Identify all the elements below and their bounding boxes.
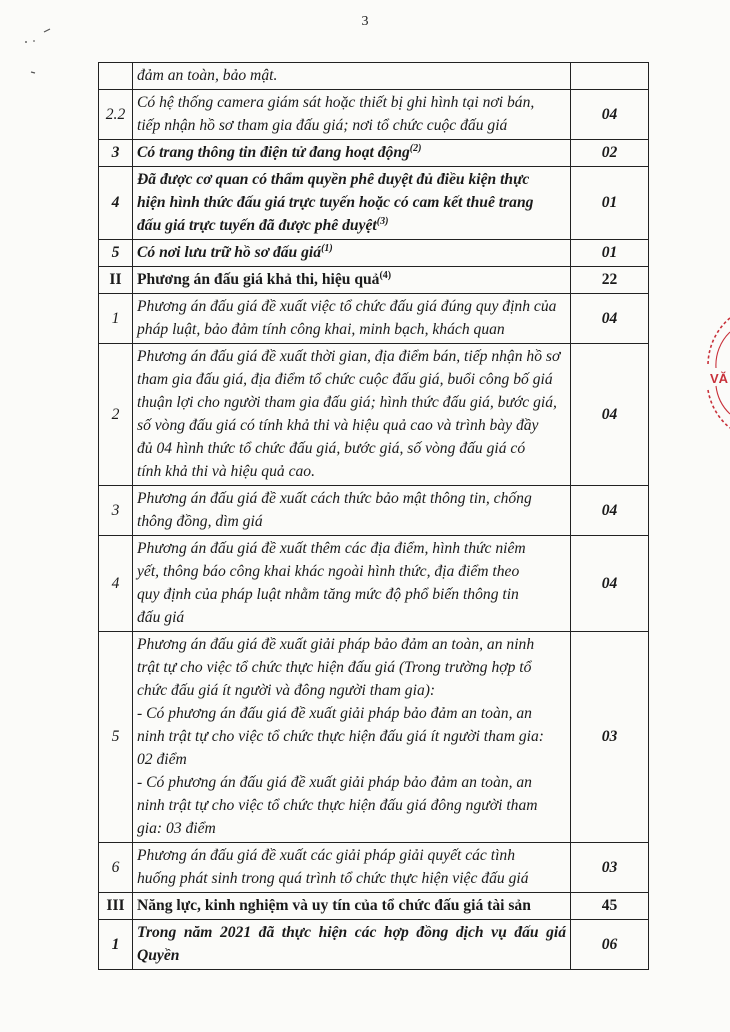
page-number: 3	[361, 14, 369, 29]
criterion-line	[137, 867, 566, 890]
table-row	[99, 893, 649, 920]
criterion-line	[137, 921, 566, 967]
criterion-line	[137, 460, 566, 483]
criterion-line	[137, 679, 566, 702]
criterion-line	[137, 114, 566, 137]
criterion-content	[133, 140, 571, 167]
criterion-line	[137, 817, 566, 840]
criterion-line	[137, 537, 566, 560]
table-row	[99, 294, 649, 344]
criterion-line-text: trật tự cho việc tổ chức thực hiện đấu giá (Trong trường hợp tổ	[137, 659, 532, 676]
criterion-line-text: - Có phương án đấu giá đề xuất giải pháp bảo đảm an toàn, an	[137, 774, 532, 791]
row-score: 04	[571, 90, 649, 140]
table-row	[99, 140, 649, 167]
row-score: 03	[571, 632, 649, 843]
row-score: 04	[571, 536, 649, 632]
criteria-table	[98, 62, 649, 970]
criterion-line-text: hiện hình thức đấu giá trực tuyến hoặc có cam kết thuê trang	[137, 194, 534, 211]
row-number: 4	[99, 536, 133, 632]
criterion-line-text: 02 điểm	[137, 751, 187, 768]
criterion-line	[137, 725, 566, 748]
row-number: 2	[99, 344, 133, 486]
criterion-line	[137, 656, 566, 679]
row-score: 04	[571, 294, 649, 344]
row-score: 22	[571, 267, 649, 294]
criterion-line	[137, 391, 566, 414]
criterion-line	[137, 268, 566, 291]
criterion-content	[133, 536, 571, 632]
scan-specks	[18, 28, 58, 88]
criterion-content	[133, 920, 571, 970]
criterion-line-text: đảm an toàn, bảo mật.	[137, 67, 278, 84]
criterion-line-text: gia: 03 điểm	[137, 820, 216, 837]
row-number: 6	[99, 843, 133, 893]
criterion-line	[137, 510, 566, 533]
criterion-line-text: quy định của pháp luật nhằm tăng mức độ phổ biến thông tin	[137, 586, 519, 603]
row-number: 1	[99, 920, 133, 970]
criterion-line-text: Đã được cơ quan có thẩm quyền phê duyệt đủ điều kiện thực	[137, 171, 530, 188]
footnote-ref: (3)	[376, 215, 389, 227]
criterion-line	[137, 345, 566, 368]
criterion-line	[137, 702, 566, 725]
criterion-line	[137, 894, 566, 917]
footnote-ref: (4)	[379, 269, 392, 281]
criterion-line	[137, 748, 566, 771]
row-score: 03	[571, 843, 649, 893]
row-number	[99, 63, 133, 90]
footnote-ref: (2)	[409, 142, 422, 154]
criterion-content	[133, 486, 571, 536]
table-row	[99, 486, 649, 536]
criterion-line	[137, 487, 566, 510]
row-number: 5	[99, 632, 133, 843]
criterion-line	[137, 437, 566, 460]
table-row	[99, 90, 649, 140]
row-number: 2.2	[99, 90, 133, 140]
table-row	[99, 63, 649, 90]
criterion-content	[133, 843, 571, 893]
criterion-line	[137, 191, 566, 214]
criterion-line	[137, 214, 566, 237]
row-number: 5	[99, 240, 133, 267]
row-score: 06	[571, 920, 649, 970]
criterion-line-text: Có hệ thống camera giám sát hoặc thiết bị ghi hình tại nơi bán,	[137, 94, 535, 111]
criterion-content	[133, 167, 571, 240]
table-row	[99, 843, 649, 893]
row-score: 01	[571, 167, 649, 240]
criteria-table-body	[99, 63, 649, 970]
criterion-line-text: tiếp nhận hồ sơ tham gia đấu giá; nơi tổ chức cuộc đấu giá	[137, 117, 508, 134]
criterion-line-text: Trong năm 2021 đã thực hiện các hợp đồng dịch vụ đấu giá Quyền	[137, 924, 566, 964]
row-number: 4	[99, 167, 133, 240]
criterion-line	[137, 414, 566, 437]
criterion-line-text: huống phát sinh trong quá trình tổ chức thực hiện việc đấu giá	[137, 870, 529, 887]
criterion-line-text: số vòng đấu giá có tính khả thi và hiệu quả cao và trình bày đầy	[137, 417, 539, 434]
criterion-line	[137, 560, 566, 583]
criterion-content	[133, 90, 571, 140]
criterion-content	[133, 632, 571, 843]
criterion-line	[137, 794, 566, 817]
criterion-line-text: thuận lợi cho người tham gia đấu giá; hình thức đấu giá, bước giá,	[137, 394, 557, 411]
criterion-content	[133, 63, 571, 90]
criterion-line-text: đấu giá trực tuyến đã được phê duyệt	[137, 217, 377, 234]
row-score: 02	[571, 140, 649, 167]
table-row	[99, 240, 649, 267]
criterion-line-text: thông đồng, dìm giá	[137, 513, 263, 530]
criterion-line-text: pháp luật, bảo đảm tính công khai, minh bạch, khách quan	[137, 321, 505, 338]
criterion-line	[137, 633, 566, 656]
criterion-line-text: Phương án đấu giá đề xuất thêm các địa điểm, hình thức niêm	[137, 540, 526, 557]
criterion-content	[133, 344, 571, 486]
criterion-line	[137, 241, 566, 264]
criterion-line-text: Có trang thông tin điện tử đang hoạt động	[137, 144, 410, 161]
table-row	[99, 167, 649, 240]
criterion-line	[137, 368, 566, 391]
criterion-line-text: Phương án đấu giá đề xuất giải pháp bảo đảm an toàn, an ninh	[137, 636, 535, 653]
criterion-line	[137, 771, 566, 794]
criterion-line-text: yết, thông báo công khai khác ngoài hình thức, địa điểm theo	[137, 563, 520, 580]
criterion-line	[137, 606, 566, 629]
row-number: 1	[99, 294, 133, 344]
criterion-content	[133, 267, 571, 294]
criterion-line	[137, 844, 566, 867]
row-score: 45	[571, 893, 649, 920]
criterion-content	[133, 240, 571, 267]
criterion-line-text: tham gia đấu giá, địa điểm tổ chức cuộc đấu giá, buổi công bố giá	[137, 371, 553, 388]
criterion-line-text: đấu giá	[137, 609, 185, 626]
stamp-seal	[700, 310, 730, 430]
criterion-line	[137, 91, 566, 114]
row-score: 01	[571, 240, 649, 267]
criterion-line	[137, 583, 566, 606]
row-number: III	[99, 893, 133, 920]
criterion-line-text: Phương án đấu giá khả thi, hiệu quả	[137, 271, 380, 288]
criterion-line	[137, 168, 566, 191]
stamp-text: VĂ	[710, 371, 729, 386]
criterion-line-text: ninh trật tự cho việc tổ chức thực hiện đấu giá ít người tham gia:	[137, 728, 544, 745]
criterion-line-text: Phương án đấu giá đề xuất thời gian, địa điểm bán, tiếp nhận hồ sơ	[137, 348, 561, 365]
criterion-line-text: Phương án đấu giá đề xuất các giải pháp giải quyết các tình	[137, 847, 516, 864]
row-score: 04	[571, 344, 649, 486]
criterion-line-text: Có nơi lưu trữ hồ sơ đấu giá	[137, 244, 322, 261]
table-row	[99, 344, 649, 486]
criterion-content	[133, 893, 571, 920]
row-number: II	[99, 267, 133, 294]
footnote-ref: (1)	[321, 242, 333, 254]
row-number: 3	[99, 486, 133, 536]
criterion-line-text: Năng lực, kinh nghiệm và uy tín của tổ chức đấu giá tài sản	[137, 897, 531, 914]
row-number: 3	[99, 140, 133, 167]
criterion-line-text: - Có phương án đấu giá đề xuất giải pháp bảo đảm an toàn, an	[137, 705, 532, 722]
criterion-line-text: đủ 04 hình thức tổ chức đấu giá, bước giá, số vòng đấu giá có	[137, 440, 526, 457]
table-row	[99, 920, 649, 970]
criterion-line-text: Phương án đấu giá đề xuất cách thức bảo mật thông tin, chống	[137, 490, 532, 507]
table-row	[99, 536, 649, 632]
criterion-line-text: Phương án đấu giá đề xuất việc tổ chức đấu giá đúng quy định của	[137, 298, 557, 315]
criterion-line	[137, 64, 566, 87]
criterion-line-text: tính khả thi và hiệu quả cao.	[137, 463, 315, 480]
criterion-line	[137, 141, 566, 164]
criterion-content	[133, 294, 571, 344]
row-score: 04	[571, 486, 649, 536]
table-row	[99, 267, 649, 294]
criterion-line	[137, 318, 566, 341]
table-row	[99, 632, 649, 843]
criterion-line-text: ninh trật tự cho việc tổ chức thực hiện đấu giá đông người tham	[137, 797, 538, 814]
criterion-line-text: chức đấu giá ít người và đông người tham gia):	[137, 682, 436, 699]
criterion-line	[137, 295, 566, 318]
row-score	[571, 63, 649, 90]
